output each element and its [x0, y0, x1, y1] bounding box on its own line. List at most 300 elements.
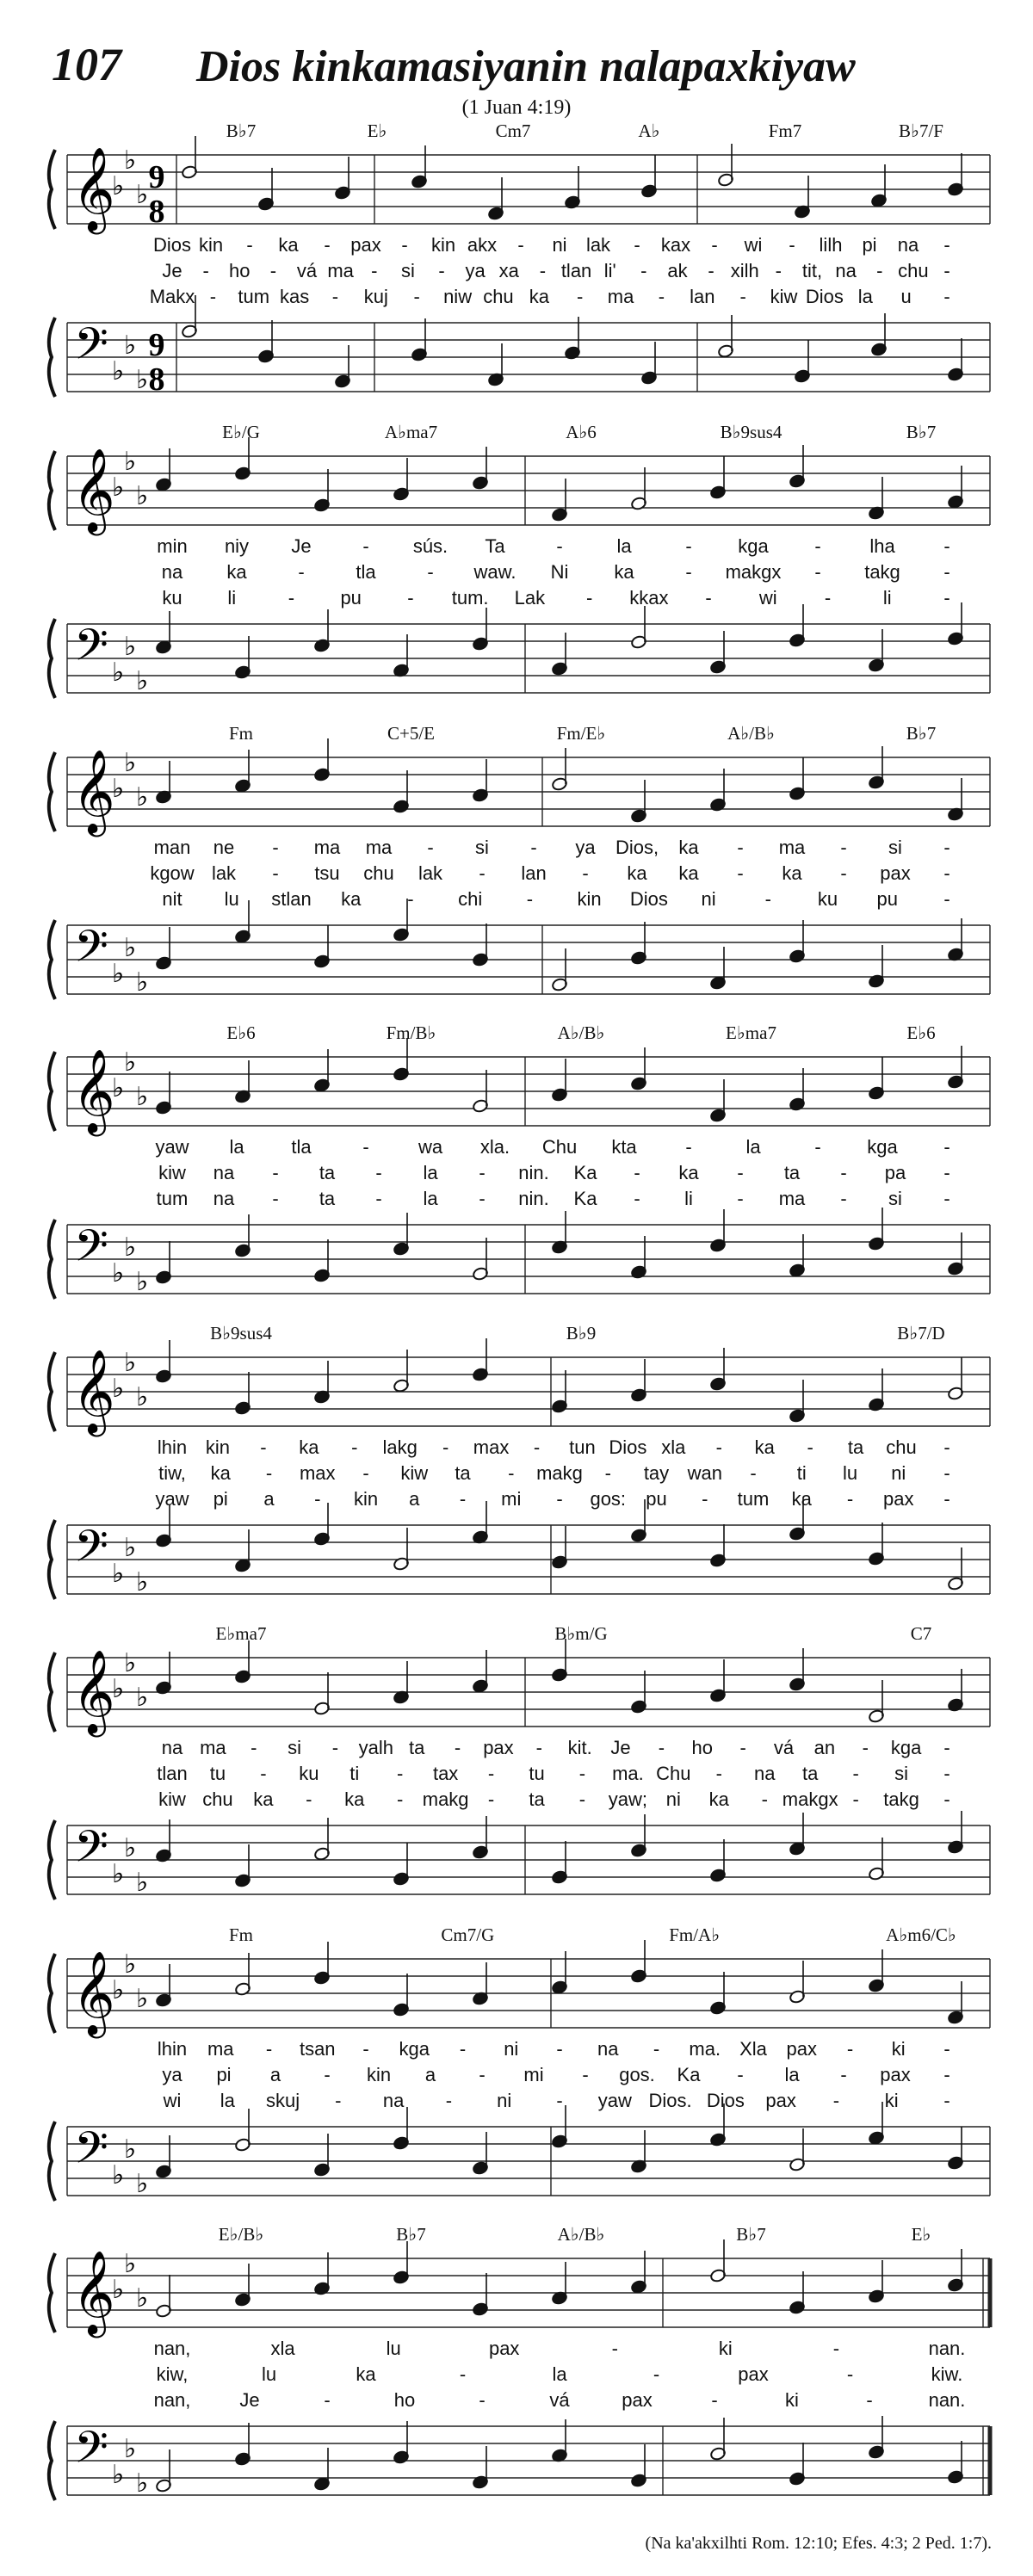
chord-symbol: E♭/G — [222, 422, 260, 442]
lyric-line-verse-2 — [43, 1162, 999, 1186]
lyric-syllable: ma — [313, 837, 341, 858]
lyric-syllable: ka — [678, 837, 699, 858]
lyric-syllable: si — [288, 1737, 302, 1758]
lyric-syllable: tay — [643, 1462, 670, 1484]
lyric-syllable: kga — [738, 535, 769, 557]
lyric-syllable: ka — [356, 2363, 376, 2385]
chord-symbol: Fm7 — [768, 120, 802, 141]
lyric-syllable: ma — [327, 260, 354, 281]
lyric-syllable: ku — [817, 888, 838, 910]
lyric-syllable: ka — [678, 1162, 699, 1183]
lyric-syllable: tax — [432, 1763, 459, 1784]
flat-icon: ♭ — [112, 1259, 125, 1288]
lyric-syllable: Lak — [514, 587, 546, 608]
lyric-syllable: - — [260, 1763, 267, 1784]
lyric-syllable: stlan — [271, 888, 312, 910]
lyric-syllable: pax — [880, 2064, 911, 2085]
lyric-syllable: tla — [291, 1136, 312, 1158]
lyric-syllable: kit. — [567, 1737, 592, 1758]
lyric-syllable: ho — [229, 260, 251, 281]
lyric-syllable: - — [824, 587, 832, 608]
lyric-syllable: - — [362, 1136, 369, 1158]
lyric-syllable: Je — [291, 535, 312, 557]
lyric-syllable: xa — [498, 260, 519, 281]
lyric-syllable: - — [479, 2389, 486, 2411]
lyric-syllable: - — [445, 2090, 453, 2111]
lyric-syllable: tiw, — [158, 1462, 186, 1484]
lyric-syllable: ka — [627, 862, 647, 884]
treble-clef-icon: 𝄞 — [72, 448, 115, 532]
lyric-syllable: chu — [363, 862, 394, 884]
lyric-syllable: kiw — [770, 286, 798, 307]
lyric-syllable: ka — [341, 888, 362, 910]
lyric-syllable: - — [840, 2064, 847, 2085]
lyric-syllable: ni — [497, 2090, 512, 2111]
lyric-syllable: ma — [778, 837, 806, 858]
lyric-syllable: - — [715, 1436, 722, 1458]
bass-clef-icon: 𝄢 — [74, 1520, 108, 1583]
lyric-syllable: lak — [418, 862, 443, 884]
lyric-syllable: kta — [611, 1136, 637, 1158]
chord-symbol: B♭7 — [226, 120, 257, 141]
lyric-syllable: Dios. — [648, 2090, 692, 2111]
chord-symbol: A♭/B♭ — [727, 723, 775, 744]
chord-symbol: C7 — [910, 1623, 932, 1644]
lyric-syllable: - — [556, 2038, 563, 2060]
flat-icon: ♭ — [112, 2161, 125, 2190]
flat-icon: ♭ — [136, 1383, 149, 1412]
lyric-line-verse-3 — [43, 1188, 999, 1212]
chord-symbol: B♭7 — [906, 422, 937, 442]
lyric-syllable: - — [761, 1788, 768, 1810]
lyric-syllable: - — [362, 1462, 369, 1484]
chord-symbol: E♭ — [911, 2224, 931, 2245]
lyric-syllable: - — [658, 1737, 665, 1758]
lyric-syllable: ki — [891, 2038, 906, 2060]
lyric-syllable: na — [213, 1188, 235, 1209]
score-system — [43, 1323, 999, 1615]
lyric-syllable: - — [840, 1162, 847, 1183]
lyric-syllable: pu — [340, 587, 362, 608]
lyric-syllable: kax — [660, 234, 691, 256]
lyric-syllable: ka — [278, 234, 299, 256]
lyric-syllable: kiw, — [156, 2363, 189, 2385]
score-system — [43, 120, 999, 413]
lyric-syllable: - — [852, 1788, 859, 1810]
lyric-syllable: - — [442, 1436, 449, 1458]
lyric-syllable: ta — [455, 1462, 471, 1484]
lyric-syllable: - — [634, 1162, 640, 1183]
lyric-line-verse-1 — [43, 535, 999, 559]
flat-icon: ♭ — [112, 775, 125, 803]
lyric-line-verse-1 — [43, 837, 999, 861]
lyric-syllable: - — [427, 561, 434, 583]
lyric-syllable: tum. — [451, 587, 489, 608]
lyric-syllable: - — [479, 1162, 486, 1183]
treble-clef-icon: 𝄞 — [72, 1349, 115, 1433]
lyric-syllable: la — [423, 1162, 438, 1183]
lyric-syllable: - — [832, 2338, 840, 2359]
score-system — [43, 422, 999, 714]
lyric-syllable: ma — [207, 2038, 234, 2060]
lyric-syllable: - — [685, 1136, 692, 1158]
lyric-syllable: pax — [786, 2038, 817, 2060]
lyric-syllable: - — [362, 535, 369, 557]
flat-icon: ♭ — [136, 1268, 149, 1296]
lyric-syllable: ti — [796, 1462, 807, 1484]
lyric-syllable: la — [616, 535, 632, 557]
chord-symbol: B♭m/G — [554, 1623, 608, 1644]
lyric-syllable: gos. — [619, 2064, 655, 2085]
lyric-syllable: lu — [842, 1462, 858, 1484]
flat-icon: ♭ — [124, 749, 137, 777]
flat-icon: ♭ — [112, 1074, 125, 1103]
lyric-syllable: - — [397, 1763, 404, 1784]
lyric-syllable: pax — [765, 2090, 796, 2111]
chord-symbol: B♭7 — [906, 723, 937, 744]
lyric-syllable: pi — [216, 2064, 232, 2085]
lyric-syllable: - — [943, 234, 950, 256]
lyric-syllable: makg — [422, 1788, 469, 1810]
lyric-syllable: kiw — [400, 1462, 429, 1484]
lyric-syllable: wi — [744, 234, 763, 256]
chord-symbol: B♭7/D — [897, 1323, 945, 1344]
lyric-syllable: ta — [409, 1737, 425, 1758]
flat-icon: ♭ — [124, 2135, 137, 2164]
lyric-syllable: - — [611, 2338, 618, 2359]
lyric-syllable: - — [943, 1737, 950, 1758]
lyric-line-verse-1 — [43, 2038, 999, 2062]
lyric-syllable: li' — [603, 260, 616, 281]
lyric-syllable: - — [517, 234, 524, 256]
lyric-syllable: tum — [238, 286, 270, 307]
lyric-syllable: nan, — [153, 2389, 191, 2411]
lyric-syllable: niw — [443, 286, 473, 307]
lyric-syllable: ni — [552, 234, 567, 256]
lyric-syllable: kga — [399, 2038, 430, 2060]
lyric-line-verse-2 — [43, 260, 999, 284]
time-signature-bottom: 8 — [148, 194, 165, 230]
score-system — [43, 1623, 999, 1916]
lyric-syllable: xilh — [730, 260, 759, 281]
lyric-line-verse-3 — [43, 888, 999, 912]
lyric-syllable: ta — [319, 1188, 336, 1209]
lyric-syllable: - — [764, 888, 771, 910]
chord-symbol: Fm/A♭ — [669, 1924, 721, 1945]
lyric-syllable: ka — [708, 1788, 729, 1810]
lyric-line-verse-2 — [43, 1763, 999, 1787]
lyric-syllable: Dios — [609, 1436, 647, 1458]
lyric-line-verse-3 — [43, 587, 999, 611]
lyric-syllable: kga — [890, 1737, 922, 1758]
score-system — [43, 1924, 999, 2217]
flat-icon: ♭ — [124, 331, 137, 360]
lyric-syllable: - — [324, 2064, 331, 2085]
lyric-syllable: pax — [350, 234, 381, 256]
lyric-syllable: - — [715, 1763, 722, 1784]
lyric-syllable: si — [400, 260, 415, 281]
lyric-syllable: - — [943, 2064, 950, 2085]
lyric-syllable: li — [227, 587, 237, 608]
lyric-syllable: - — [375, 1188, 382, 1209]
lyric-syllable: si — [475, 837, 489, 858]
lyric-syllable: - — [479, 1188, 486, 1209]
flat-icon: ♭ — [124, 1048, 137, 1077]
lyric-syllable: ya — [575, 837, 596, 858]
lyric-syllable: xla — [270, 2338, 295, 2359]
lyric-syllable: - — [814, 561, 821, 583]
chord-symbol: E♭ — [367, 120, 387, 141]
lyric-syllable: - — [789, 234, 795, 256]
lyric-syllable: ki — [884, 2090, 899, 2111]
lyric-syllable: - — [578, 1763, 586, 1784]
lyric-syllable: ku — [162, 587, 182, 608]
lyric-syllable: - — [943, 837, 950, 858]
lyric-syllable: li — [684, 1188, 693, 1209]
lyric-syllable: ki — [785, 2389, 799, 2411]
chord-symbol: Fm — [228, 723, 254, 744]
lyric-syllable: kiw — [158, 1162, 186, 1183]
lyric-syllable: - — [708, 260, 714, 281]
lyric-syllable: - — [479, 862, 486, 884]
chord-symbol: E♭6 — [226, 1022, 256, 1043]
chord-symbol: B♭7 — [396, 2224, 426, 2245]
lyric-syllable: kin — [366, 2064, 392, 2085]
lyric-syllable: - — [375, 1162, 382, 1183]
lyric-syllable: makgx — [725, 561, 782, 583]
lyric-syllable: lu — [386, 2338, 401, 2359]
lyric-syllable: - — [943, 1462, 950, 1484]
lyric-syllable: na — [597, 2038, 619, 2060]
lyric-syllable: Ka — [573, 1188, 597, 1209]
lyric-syllable: ta — [783, 1162, 801, 1183]
lyric-syllable: lha — [869, 535, 895, 557]
treble-clef-icon: 𝄞 — [72, 2250, 115, 2334]
lyric-syllable: ma — [607, 286, 634, 307]
lyric-syllable: lakg — [382, 1436, 418, 1458]
footnote: (Na ka'akxilhti Rom. 12:10; Efes. 4:3; 2 Ped. 1:7). — [645, 2534, 992, 2553]
lyric-syllable: - — [556, 535, 563, 557]
lyric-syllable: kiw. — [931, 2363, 963, 2385]
lyric-syllable: Ta — [485, 535, 505, 557]
lyric-syllable: - — [943, 2038, 950, 2060]
lyric-syllable: - — [351, 1436, 358, 1458]
lyric-syllable: - — [298, 561, 305, 583]
lyric-syllable: - — [943, 1136, 950, 1158]
lyric-syllable: - — [943, 1488, 950, 1510]
bass-clef-icon: 𝄢 — [74, 2421, 108, 2484]
song-number: 107 — [52, 39, 121, 90]
lyric-syllable: kas — [279, 286, 310, 307]
flat-icon: ♭ — [112, 960, 125, 988]
lyric-syllable: tsan — [299, 2038, 336, 2060]
lyric-syllable: - — [324, 234, 331, 256]
lyric-syllable: a — [424, 2064, 436, 2085]
lyric-syllable: tla — [356, 561, 376, 583]
lyric-syllable: - — [711, 2389, 718, 2411]
lyric-syllable: tit, — [801, 260, 823, 281]
lyric-syllable: - — [739, 1737, 746, 1758]
lyric-line-verse-3 — [43, 2389, 999, 2413]
lyric-syllable: - — [943, 1763, 950, 1784]
lyric-syllable: - — [539, 260, 547, 281]
flat-icon: ♭ — [124, 934, 137, 962]
lyric-syllable: tlan — [560, 260, 592, 281]
lyric-syllable: - — [653, 2363, 660, 2385]
lyric-syllable: - — [943, 1162, 950, 1183]
lyric-syllable: - — [401, 234, 408, 256]
lyric-syllable: - — [846, 2363, 854, 2385]
flat-icon: ♭ — [136, 1568, 149, 1597]
lyric-syllable: nan, — [153, 2338, 191, 2359]
treble-clef-icon: 𝄞 — [72, 1950, 115, 2035]
song-title: Dios kinkamasiyanin nalapaxkiyaw — [196, 42, 856, 91]
lyric-syllable: - — [658, 286, 665, 307]
lyric-syllable: pa — [884, 1162, 906, 1183]
flat-icon: ♭ — [124, 2250, 137, 2278]
lyric-syllable: sús. — [412, 535, 448, 557]
lyric-syllable: li — [882, 587, 892, 608]
lyric-syllable: - — [640, 260, 647, 281]
chord-symbol: B♭9 — [566, 1323, 597, 1344]
lyric-syllable: ni — [504, 2038, 519, 2060]
lyric-line-verse-2 — [43, 2363, 999, 2388]
lyric-syllable: na — [161, 561, 183, 583]
chord-symbol: E♭ma7 — [215, 1623, 267, 1644]
lyric-syllable: ma. — [612, 1763, 644, 1784]
lyric-syllable: - — [331, 1737, 339, 1758]
chord-symbol: E♭/B♭ — [218, 2224, 264, 2245]
lyric-syllable: - — [943, 260, 950, 281]
flat-icon: ♭ — [112, 1374, 125, 1403]
lyric-syllable: - — [246, 234, 253, 256]
lyric-syllable: - — [711, 234, 718, 256]
lyric-syllable: lhin — [157, 2038, 188, 2060]
chord-symbol: A♭m6/C♭ — [886, 1924, 956, 1945]
lyric-syllable: - — [487, 1763, 495, 1784]
lyric-syllable: ne — [213, 837, 235, 858]
lyric-syllable: nit — [162, 888, 182, 910]
chord-symbol: E♭6 — [906, 1022, 936, 1043]
lyric-syllable: na — [161, 1737, 183, 1758]
lyric-syllable: kin — [577, 888, 602, 910]
treble-clef-icon: 𝄞 — [72, 1048, 115, 1133]
lyric-syllable: - — [530, 837, 537, 858]
lyric-syllable: wi — [758, 587, 777, 608]
bass-clef-icon: 𝄢 — [74, 1820, 108, 1883]
lyric-line-verse-2 — [43, 561, 999, 585]
chord-symbol: B♭7 — [736, 2224, 766, 2245]
lyric-syllable: ya — [162, 2064, 182, 2085]
lyric-syllable: ho — [691, 1737, 714, 1758]
flat-icon: ♭ — [136, 2284, 149, 2313]
lyric-syllable: - — [508, 1462, 515, 1484]
lyric-syllable: la — [423, 1188, 438, 1209]
lyric-syllable: - — [585, 587, 593, 608]
lyric-syllable: - — [943, 587, 950, 608]
lyric-syllable: - — [407, 888, 414, 910]
lyric-syllable: - — [459, 2363, 467, 2385]
lyric-syllable: ni — [701, 888, 716, 910]
lyric-syllable: man — [153, 837, 191, 858]
lyric-syllable: pu — [646, 1488, 667, 1510]
lyric-syllable: lilh — [819, 234, 843, 256]
lyric-syllable: ta — [847, 1436, 864, 1458]
lyric-syllable: lu — [224, 888, 239, 910]
lyric-syllable: ho — [393, 2389, 416, 2411]
lyric-syllable: - — [413, 286, 420, 307]
flat-icon: ♭ — [112, 658, 125, 687]
lyric-syllable: pax — [488, 2338, 520, 2359]
chord-symbol: E♭ma7 — [726, 1022, 776, 1043]
lyric-syllable: a — [269, 2064, 281, 2085]
flat-icon: ♭ — [112, 1976, 125, 2005]
lyric-syllable: max — [473, 1436, 510, 1458]
lyric-syllable: yalh — [358, 1737, 394, 1758]
flat-icon: ♭ — [136, 968, 149, 997]
lyric-syllable: - — [577, 286, 584, 307]
lyric-syllable: yaw; — [608, 1788, 648, 1810]
lyric-syllable: - — [943, 1788, 950, 1810]
chord-symbol: A♭/B♭ — [557, 1022, 605, 1043]
lyric-syllable: kin — [205, 1436, 230, 1458]
lyric-syllable: pi — [213, 1488, 228, 1510]
lyric-syllable: lak — [585, 234, 611, 256]
lyric-syllable: ka — [614, 561, 634, 583]
lyric-syllable: kga — [867, 1136, 898, 1158]
lyric-syllable: Dios — [152, 234, 192, 256]
lyric-syllable: - — [775, 260, 782, 281]
lyric-syllable: - — [737, 837, 744, 858]
lyric-syllable: xla — [661, 1436, 686, 1458]
lyric-line-verse-1 — [43, 1136, 999, 1160]
lyric-syllable: xla. — [479, 1136, 510, 1158]
flat-icon: ♭ — [112, 1860, 125, 1888]
lyric-syllable: - — [265, 2038, 273, 2060]
lyric-syllable: kgow — [150, 862, 195, 884]
lyric-syllable: an — [813, 1737, 836, 1758]
bass-clef-icon: 𝄢 — [74, 318, 108, 380]
flat-icon: ♭ — [136, 482, 149, 510]
flat-icon: ♭ — [136, 366, 149, 394]
lyric-syllable: takg — [864, 561, 900, 583]
lyric-syllable: wa — [418, 1136, 443, 1158]
lyric-syllable: - — [331, 286, 339, 307]
lyric-syllable: - — [737, 2064, 744, 2085]
lyric-syllable: - — [852, 1763, 859, 1784]
flat-icon: ♭ — [124, 1649, 137, 1677]
lyric-syllable: - — [846, 1488, 854, 1510]
lyric-syllable: na — [382, 2090, 405, 2111]
lyric-syllable: si — [894, 1763, 908, 1784]
lyric-syllable: - — [832, 2090, 840, 2111]
lyric-syllable: - — [202, 260, 209, 281]
lyric-syllable: pi — [862, 234, 877, 256]
lyric-syllable: - — [814, 535, 821, 557]
lyric-syllable: - — [943, 286, 950, 307]
lyric-line-verse-3 — [43, 286, 999, 310]
chord-symbol: A♭ — [638, 120, 660, 141]
lyric-syllable: Ka — [677, 2064, 701, 2085]
lyric-syllable: kin — [430, 234, 456, 256]
chord-symbol: Fm — [228, 1924, 254, 1945]
lyric-syllable: vá — [773, 1737, 795, 1758]
lyric-syllable: - — [265, 1462, 273, 1484]
lyric-syllable: - — [454, 1737, 461, 1758]
lyric-syllable: Je — [610, 1737, 631, 1758]
lyric-syllable: chi — [458, 888, 483, 910]
lyric-syllable: kuj — [363, 286, 388, 307]
